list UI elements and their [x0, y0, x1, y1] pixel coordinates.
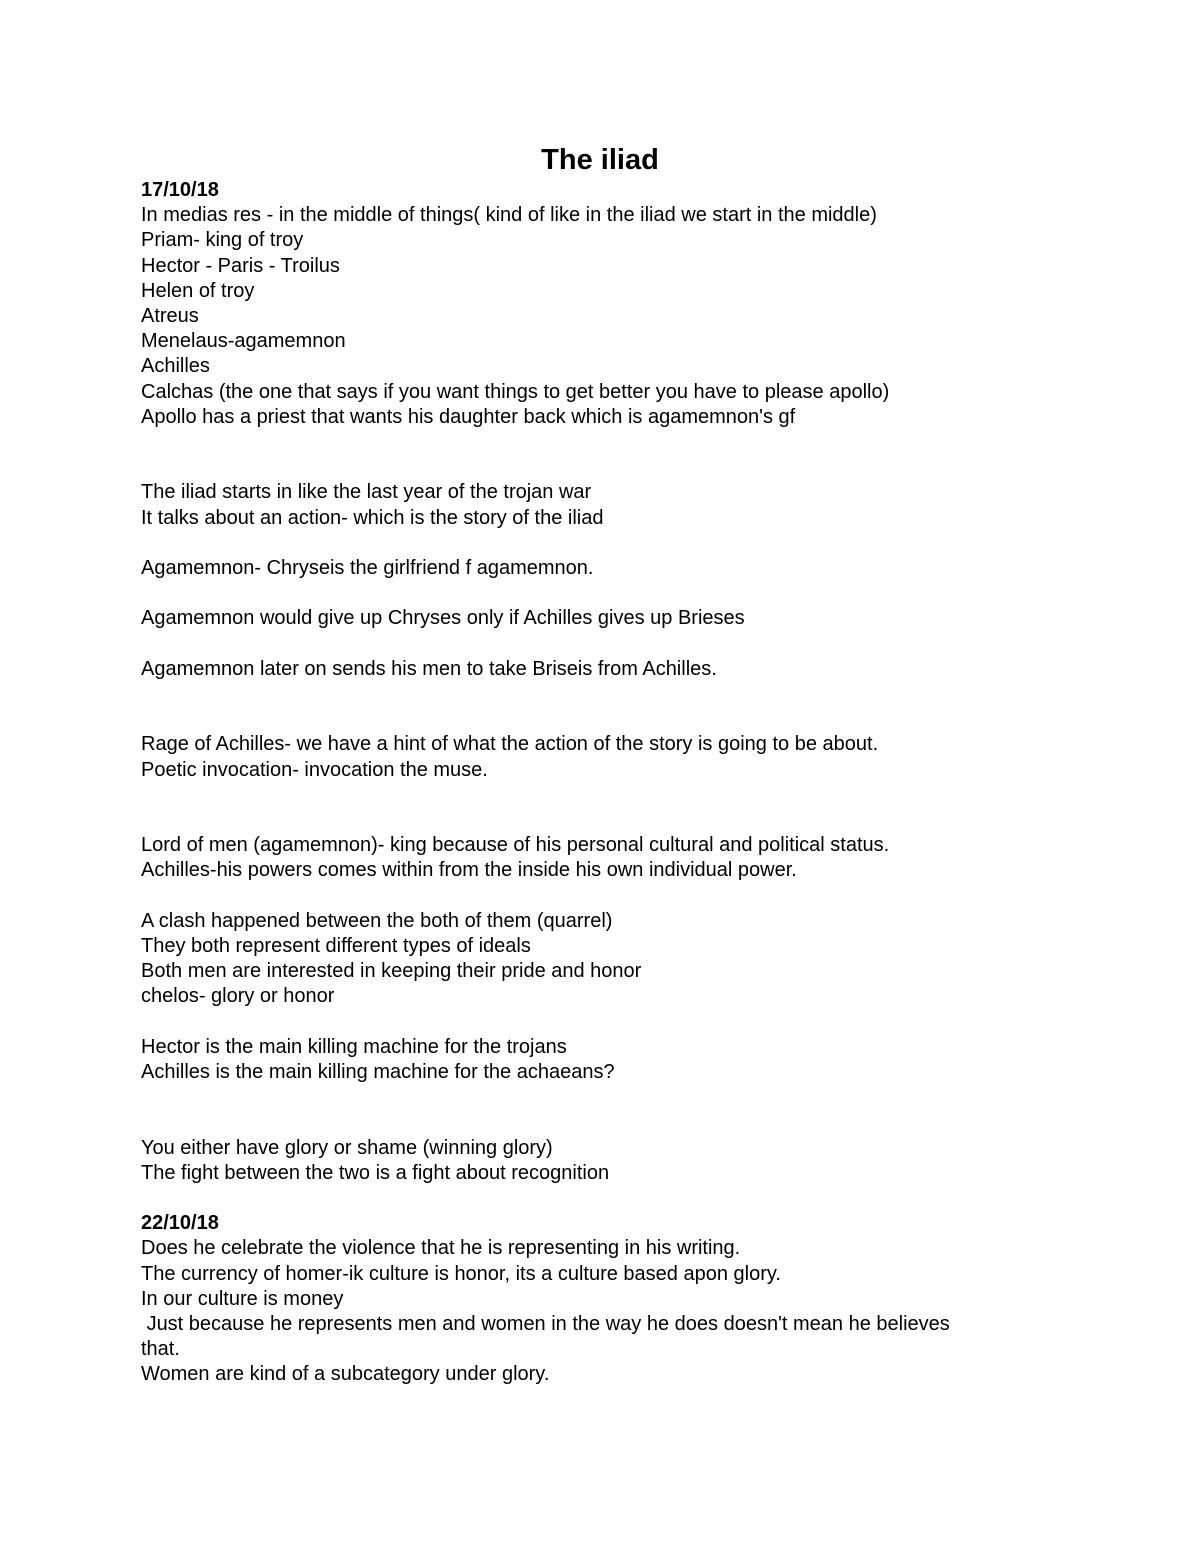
note-line: Achilles is the main killing machine for the achaeans? [141, 1060, 615, 1083]
section-date: 17/10/18 [141, 179, 219, 201]
note-line: Apollo has a priest that wants his daughter back which is agamemnon's gf [141, 405, 796, 428]
note-line: chelos- glory or honor [141, 985, 335, 1008]
note-line: Lord of men (agamemnon)- king because of his personal cultural and political status. [141, 834, 890, 857]
note-line: Menelaus-agamemnon [141, 330, 346, 353]
note-line: Achilles [141, 355, 210, 378]
note-line: Priam- king of troy [141, 229, 304, 252]
blank-line [141, 1186, 1041, 1211]
note-line: The iliad starts in like the last year of the trojan war [141, 481, 592, 504]
note-line: Women are kind of a subcategory under glory. [141, 1363, 550, 1386]
document-title: The iliad [541, 144, 659, 176]
blank-line [141, 632, 1041, 657]
blank-line [141, 682, 1041, 707]
blank-line [141, 783, 1041, 808]
note-line: Helen of troy [141, 279, 255, 302]
note-line: Hector - Paris - Troilus [141, 254, 340, 277]
note-line: The fight between the two is a fight about recognition [141, 1161, 610, 1184]
note-line: Atreus [141, 305, 199, 328]
blank-line [141, 581, 1041, 606]
note-line: that. [141, 1338, 180, 1361]
note-line: Hector is the main killing machine for the trojans [141, 1035, 567, 1058]
note-line: You either have glory or shame (winning glory) [141, 1136, 553, 1159]
note-line: Rage of Achilles- we have a hint of what the action of the story is going to be about. [141, 733, 879, 756]
section-date: 22/10/18 [141, 1212, 219, 1235]
blank-line [141, 531, 1041, 556]
note-section [141, 1211, 1041, 1387]
blank-line [141, 1085, 1041, 1110]
note-line: Achilles-his powers comes within from the inside his own individual power. [141, 859, 797, 882]
blank-line [141, 1010, 1041, 1035]
note-line: Agamemnon would give up Chryses only if Achilles gives up Brieses [141, 607, 745, 630]
note-line: Does he celebrate the violence that he is representing in his writing. [141, 1237, 741, 1260]
note-line: Agamemnon- Chryseis the girlfriend f agamemnon. [141, 557, 594, 579]
note-line: A clash happened between the both of them (quarrel) [141, 909, 613, 932]
blank-line [141, 884, 1041, 909]
note-line: Agamemnon later on sends his men to take Briseis from Achilles. [141, 657, 717, 680]
note-line: Poetic invocation- invocation the muse. [141, 758, 488, 781]
note-line: Just because he represents men and women in the way he does doesn't mean he believes [141, 1312, 950, 1335]
note-line: In our culture is money [141, 1287, 344, 1310]
note-section [141, 178, 1041, 1211]
note-line: Both men are interested in keeping their pride and honor [141, 960, 642, 983]
note-line: It talks about an action- which is the story of the iliad [141, 506, 604, 529]
blank-line [141, 707, 1041, 732]
blank-line [141, 808, 1041, 833]
blank-line [141, 455, 1041, 480]
blank-line [141, 1110, 1041, 1135]
document-body [141, 178, 1041, 1388]
blank-line [141, 430, 1041, 455]
note-line: Calchas (the one that says if you want things to get better you have to please apollo) [141, 380, 890, 403]
note-line: They both represent different types of ideals [141, 934, 531, 957]
note-line: In medias res - in the middle of things( kind of like in the iliad we start in the middle) [141, 204, 877, 227]
note-line: The currency of homer-ik culture is honor, its a culture based apon glory. [141, 1262, 781, 1285]
